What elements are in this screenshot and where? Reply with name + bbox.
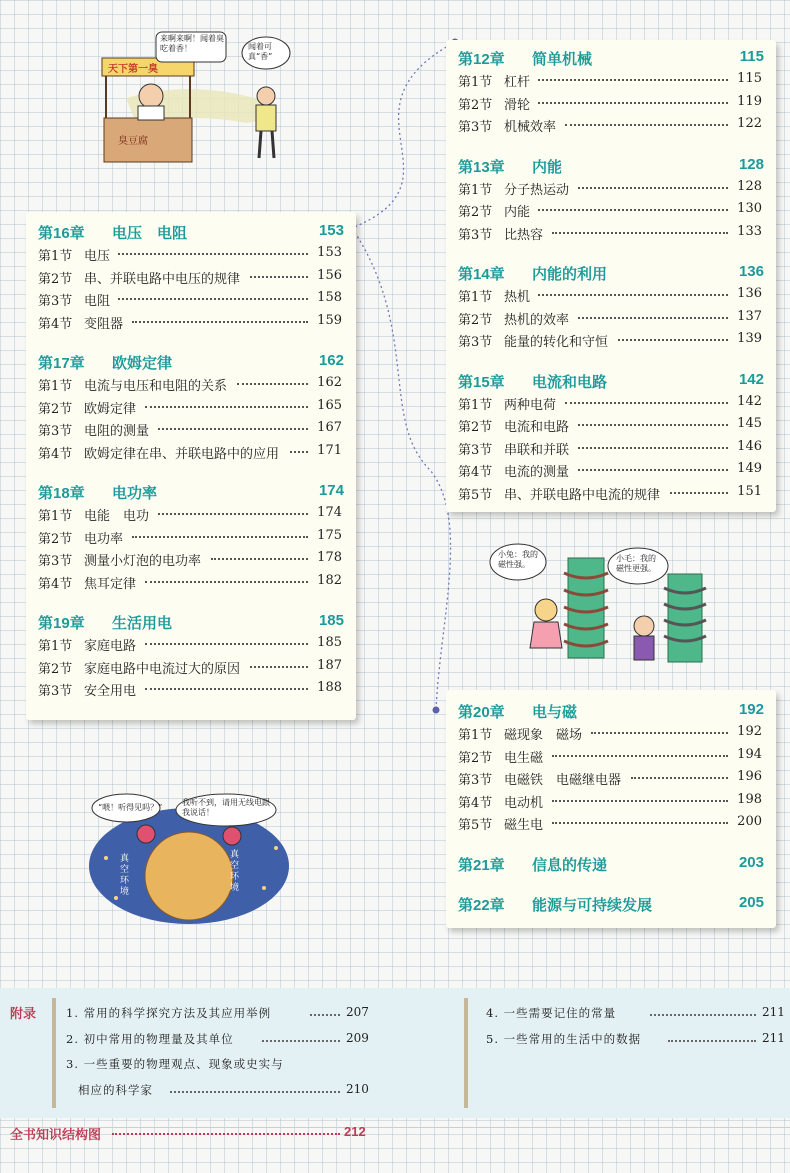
stall-label: 臭豆腐: [118, 136, 148, 147]
chapter-title: 能源与可持续发展: [532, 896, 653, 914]
appendix-item[interactable]: 4. 一些需要记住的常量: [486, 1006, 617, 1020]
chapter-title: 内能: [532, 158, 563, 176]
chapter-heading[interactable]: [26, 222, 356, 244]
appendix-label: 附录: [10, 1006, 37, 1021]
dot-leader: [262, 1040, 340, 1042]
chapter-page: 203: [738, 853, 764, 871]
section-page: 194: [737, 746, 762, 762]
toc-card-chapters-16-19: [26, 212, 356, 720]
section-page: 119: [737, 93, 762, 109]
dot-leader: [310, 1014, 340, 1016]
section-entry[interactable]: [446, 792, 776, 814]
chapter-number: 第17章: [38, 355, 85, 372]
knowledge-map-page: 212: [344, 1124, 366, 1139]
dot-leader: [565, 402, 728, 404]
section-number: 第2节: [458, 97, 493, 113]
speech-bubble-right: 我听不到，请用无线电跟我说话！: [182, 798, 270, 817]
section-title: 两种电荷: [504, 397, 557, 413]
chapter-heading[interactable]: [26, 482, 356, 504]
section-entry[interactable]: [446, 769, 776, 791]
chapter-title: 电流和电路: [532, 373, 608, 391]
section-number: 第1节: [458, 397, 493, 413]
section-title: 分子热运动: [504, 182, 570, 198]
section-number: 第2节: [458, 205, 493, 220]
section-entry[interactable]: [26, 528, 356, 550]
section-number: 第1节: [458, 182, 493, 198]
dot-leader: [145, 688, 308, 690]
section-title: 杠杆: [504, 75, 531, 90]
chapter-number: 第13章: [458, 158, 505, 176]
footer-leader: [112, 1133, 340, 1135]
section-entry[interactable]: [26, 290, 356, 312]
dot-leader: [158, 513, 308, 515]
section-entry[interactable]: [446, 116, 776, 138]
section-entry[interactable]: [446, 484, 776, 506]
section-page: 146: [737, 438, 762, 454]
section-entry[interactable]: [446, 71, 776, 93]
dot-leader: [237, 383, 308, 385]
section-page: 165: [317, 397, 342, 413]
speech-bubble-left: “喂！听得见吗？”: [98, 803, 163, 812]
speech-bubble-rabbit: 小兔：我的磁性强。: [498, 550, 538, 569]
dot-leader: [145, 581, 308, 583]
chapter-heading[interactable]: [446, 156, 776, 178]
chapter-page: 192: [738, 701, 764, 718]
section-title: 电压: [84, 249, 111, 264]
section-page: 122: [737, 116, 762, 131]
section-entry[interactable]: [446, 94, 776, 116]
dot-leader: [578, 447, 728, 449]
section-number: 第5节: [458, 818, 493, 833]
section-number: 第4节: [458, 795, 493, 811]
chapter-number: 第19章: [38, 615, 85, 632]
section-title: 电能 电功: [84, 509, 150, 524]
section-title: 机械效率: [504, 120, 557, 135]
section-title: 电流和电路: [504, 420, 570, 435]
section-number: 第3节: [38, 294, 73, 309]
section-number: 第2节: [38, 401, 73, 417]
section-entry[interactable]: [26, 268, 356, 290]
section-number: 第3节: [38, 684, 73, 699]
dot-leader: [211, 558, 308, 560]
chapter-title: 电压 电阻: [112, 225, 188, 242]
section-page: 198: [737, 791, 762, 807]
section-title: 能量的转化和守恒: [504, 335, 609, 350]
chapter-heading[interactable]: [446, 701, 776, 723]
dot-leader: [668, 1040, 756, 1042]
speech-bubble-caterpillar: 小毛：我的磁性更强。: [616, 554, 656, 573]
appendix-item[interactable]: 3. 一些重要的物理观点、现象或史实与: [66, 1057, 284, 1071]
section-entry[interactable]: [446, 747, 776, 769]
chapter-heading[interactable]: [446, 263, 776, 285]
section-page: 187: [317, 657, 342, 673]
section-title: 家庭电路中电流过大的原因: [84, 661, 241, 677]
section-title: 电动机: [504, 795, 544, 811]
appendix-item-page: 209: [346, 1031, 369, 1045]
section-page: 151: [737, 483, 762, 499]
dot-leader: [538, 209, 728, 211]
section-number: 第2节: [458, 312, 493, 328]
vacuum-label-right: 真空环境: [230, 850, 240, 893]
section-title: 焦耳定律: [84, 576, 137, 592]
chapter-heading[interactable]: [446, 48, 776, 70]
section-number: 第3节: [458, 335, 493, 350]
section-number: 第1节: [458, 290, 493, 305]
footer-rule: [0, 1127, 790, 1128]
appendix-item-page: 211: [762, 1031, 785, 1045]
chapter-heading[interactable]: [446, 371, 776, 393]
dot-leader: [578, 317, 728, 319]
section-number: 第3节: [458, 442, 493, 458]
section-page: 200: [737, 814, 762, 829]
dot-leader: [552, 800, 728, 802]
chapter-page: 162: [318, 352, 344, 369]
dot-leader: [538, 294, 728, 296]
section-title: 串、并联电路中电流的规律: [504, 487, 661, 503]
appendix-item[interactable]: 1. 常用的科学探究方法及其应用举例: [66, 1006, 272, 1020]
dot-leader: [145, 406, 308, 408]
chapter-page: 153: [318, 222, 344, 239]
section-page: 192: [737, 724, 762, 739]
section-page: 115: [737, 71, 762, 86]
section-page: 139: [737, 331, 762, 346]
section-entry[interactable]: [446, 286, 776, 308]
section-entry[interactable]: [446, 331, 776, 353]
section-number: 第4节: [38, 576, 73, 592]
section-number: 第1节: [458, 728, 493, 743]
dot-leader: [650, 1014, 756, 1016]
dot-leader: [170, 1091, 340, 1093]
dot-leader: [618, 339, 728, 341]
section-entry[interactable]: [26, 658, 356, 680]
section-number: 第2节: [458, 750, 493, 766]
appendix-item-page: 207: [346, 1005, 369, 1019]
dot-leader: [145, 643, 308, 645]
section-number: 第3节: [458, 227, 493, 243]
dot-leader: [118, 298, 308, 300]
chapter-page: 185: [318, 612, 344, 629]
section-entry[interactable]: [446, 201, 776, 223]
toc-card-chapters-20-22: [446, 690, 776, 928]
section-number: 第2节: [38, 531, 73, 547]
section-title: 安全用电: [84, 684, 137, 699]
section-entry[interactable]: [446, 461, 776, 483]
section-number: 第3节: [458, 773, 493, 788]
section-entry[interactable]: [26, 550, 356, 572]
vacuum-planet-illustration: [86, 788, 292, 924]
section-entry[interactable]: [446, 439, 776, 461]
chapter-title: 信息的传递: [532, 856, 608, 874]
section-number: 第4节: [458, 465, 493, 480]
section-number: 第3节: [38, 424, 73, 439]
section-page: 136: [737, 286, 762, 301]
tofu-stall-illustration: [96, 28, 296, 163]
section-title: 比热容: [504, 227, 544, 243]
section-number: 第5节: [458, 487, 493, 503]
section-title: 欧姆定律在串、并联电路中的应用: [84, 446, 280, 462]
section-page: 158: [317, 290, 342, 305]
section-title: 串、并联电路中电压的规律: [84, 271, 241, 287]
chapter-page: 174: [318, 482, 344, 499]
section-title: 电阻的测量: [84, 424, 150, 439]
chapter-heading[interactable]: [26, 612, 356, 634]
toc-card-chapters-12-15: [446, 40, 776, 512]
section-entry[interactable]: [26, 313, 356, 335]
section-title: 热机: [504, 290, 531, 305]
appendix-item[interactable]: 5. 一些常用的生活中的数据: [486, 1032, 642, 1046]
section-number: 第2节: [458, 420, 493, 435]
chapter-title: 电与磁: [532, 704, 578, 721]
section-title: 电功率: [84, 531, 124, 547]
stall-sign: 天下第一臭: [108, 64, 158, 75]
dot-leader: [118, 253, 308, 255]
section-page: 171: [317, 442, 342, 458]
section-page: 159: [317, 312, 342, 328]
appendix-item[interactable]: 2. 初中常用的物理量及其单位: [66, 1032, 234, 1046]
section-entry[interactable]: [26, 420, 356, 442]
appendix-item-page: 210: [346, 1082, 369, 1096]
section-entry[interactable]: [446, 416, 776, 438]
chapter-title: 生活用电: [112, 615, 173, 632]
section-entry[interactable]: [446, 309, 776, 331]
section-page: 174: [317, 505, 342, 520]
section-entry[interactable]: [446, 814, 776, 836]
chapter-number: 第15章: [458, 373, 505, 391]
section-title: 电磁铁 电磁继电器: [504, 773, 622, 788]
dot-leader: [631, 777, 728, 779]
section-page: 153: [317, 245, 342, 260]
section-number: 第3节: [458, 120, 493, 135]
section-entry[interactable]: [26, 680, 356, 702]
section-number: 第2节: [38, 661, 73, 677]
chapter-page: 142: [738, 370, 764, 388]
section-page: 130: [737, 201, 762, 216]
section-entry[interactable]: [26, 505, 356, 527]
section-page: 196: [737, 769, 762, 784]
chapter-page: 128: [738, 155, 764, 173]
section-entry[interactable]: [26, 245, 356, 267]
section-number: 第1节: [38, 639, 73, 654]
section-number: 第4节: [38, 446, 73, 462]
appendix-divider-left: [52, 998, 56, 1108]
dot-leader: [552, 822, 728, 824]
chapter-page: 205: [738, 893, 764, 911]
section-page: 178: [317, 550, 342, 565]
knowledge-map-link[interactable]: 全书知识结构图: [10, 1127, 102, 1142]
dot-leader: [578, 424, 728, 426]
dot-leader: [132, 536, 308, 538]
dot-leader: [552, 232, 728, 234]
section-title: 电生磁: [504, 750, 544, 766]
chapter-page: 115: [739, 48, 764, 65]
section-entry[interactable]: [26, 398, 356, 420]
dot-leader: [565, 124, 728, 126]
section-title: 电阻: [84, 294, 111, 309]
section-title: 磁现象 磁场: [504, 728, 583, 743]
dot-leader: [538, 102, 728, 104]
dot-leader: [591, 732, 728, 734]
vacuum-label-left: 真空环境: [120, 854, 130, 897]
section-entry[interactable]: [446, 394, 776, 416]
dot-leader: [290, 451, 308, 453]
section-title: 内能: [504, 205, 531, 220]
section-entry[interactable]: [446, 224, 776, 246]
section-number: 第4节: [38, 316, 73, 332]
section-page: 142: [737, 393, 762, 409]
chapter-number: 第21章: [458, 856, 505, 874]
chapter-number: 第16章: [38, 225, 85, 242]
appendix-item[interactable]: 相应的科学家: [78, 1083, 153, 1097]
chapter-title: 电功率: [112, 485, 158, 502]
chapter-number: 第12章: [458, 51, 505, 68]
chapter-heading[interactable]: [26, 352, 356, 374]
section-number: 第3节: [38, 554, 73, 569]
section-page: 188: [317, 680, 342, 695]
section-entry[interactable]: [446, 724, 776, 746]
section-entry[interactable]: [26, 375, 356, 397]
chapter-title: 内能的利用: [532, 266, 608, 283]
section-entry[interactable]: [26, 443, 356, 465]
speech-bubble-vendor: 来啊来啊！闻着臭吃着香！: [160, 34, 224, 53]
chapter-title: 欧姆定律: [112, 355, 173, 372]
section-title: 欧姆定律: [84, 401, 137, 417]
section-entry[interactable]: [26, 635, 356, 657]
chapter-number: 第14章: [458, 266, 505, 283]
section-number: 第1节: [38, 509, 73, 524]
chapter-number: 第18章: [38, 485, 85, 502]
dot-leader: [552, 755, 728, 757]
section-title: 滑轮: [504, 97, 531, 113]
section-page: 128: [737, 178, 762, 194]
chapter-number: 第22章: [458, 896, 505, 914]
section-title: 变阻器: [84, 316, 124, 332]
chapter-title: 简单机械: [532, 51, 593, 68]
section-page: 175: [317, 527, 342, 543]
dot-leader: [250, 666, 308, 668]
section-title: 电流的测量: [504, 465, 570, 480]
section-number: 第1节: [38, 379, 73, 394]
section-number: 第1节: [458, 75, 493, 90]
dot-leader: [250, 276, 308, 278]
section-page: 137: [737, 308, 762, 324]
section-number: 第2节: [38, 271, 73, 287]
section-page: 145: [737, 416, 762, 431]
section-entry[interactable]: [446, 179, 776, 201]
appendix-item-page: 211: [762, 1005, 785, 1019]
section-title: 热机的效率: [504, 312, 570, 328]
dot-leader: [158, 428, 308, 430]
dot-leader: [578, 469, 728, 471]
section-page: 162: [317, 375, 342, 390]
dot-leader: [578, 187, 728, 189]
section-page: 133: [737, 223, 762, 239]
speech-bubble-customer: 闻着可真“香”: [248, 42, 273, 61]
section-number: 第1节: [38, 249, 73, 264]
section-page: 185: [317, 635, 342, 650]
section-page: 182: [317, 572, 342, 588]
section-entry[interactable]: [26, 573, 356, 595]
section-page: 167: [317, 420, 342, 435]
dot-leader: [132, 321, 308, 323]
dot-leader: [670, 492, 728, 494]
section-page: 156: [317, 267, 342, 283]
section-title: 磁生电: [504, 818, 544, 833]
appendix-divider-middle: [464, 998, 468, 1108]
magnet-coil-illustration: [488, 538, 718, 668]
chapter-heading[interactable]: [446, 854, 776, 876]
chapter-number: 第20章: [458, 704, 505, 721]
chapter-heading[interactable]: [446, 894, 776, 916]
dot-leader: [538, 79, 728, 81]
section-page: 149: [737, 461, 762, 476]
section-title: 串联和并联: [504, 442, 570, 458]
section-title: 电流与电压和电阻的关系: [84, 379, 228, 394]
chapter-page: 136: [738, 263, 764, 280]
section-title: 家庭电路: [84, 639, 137, 654]
section-title: 测量小灯泡的电功率: [84, 554, 202, 569]
